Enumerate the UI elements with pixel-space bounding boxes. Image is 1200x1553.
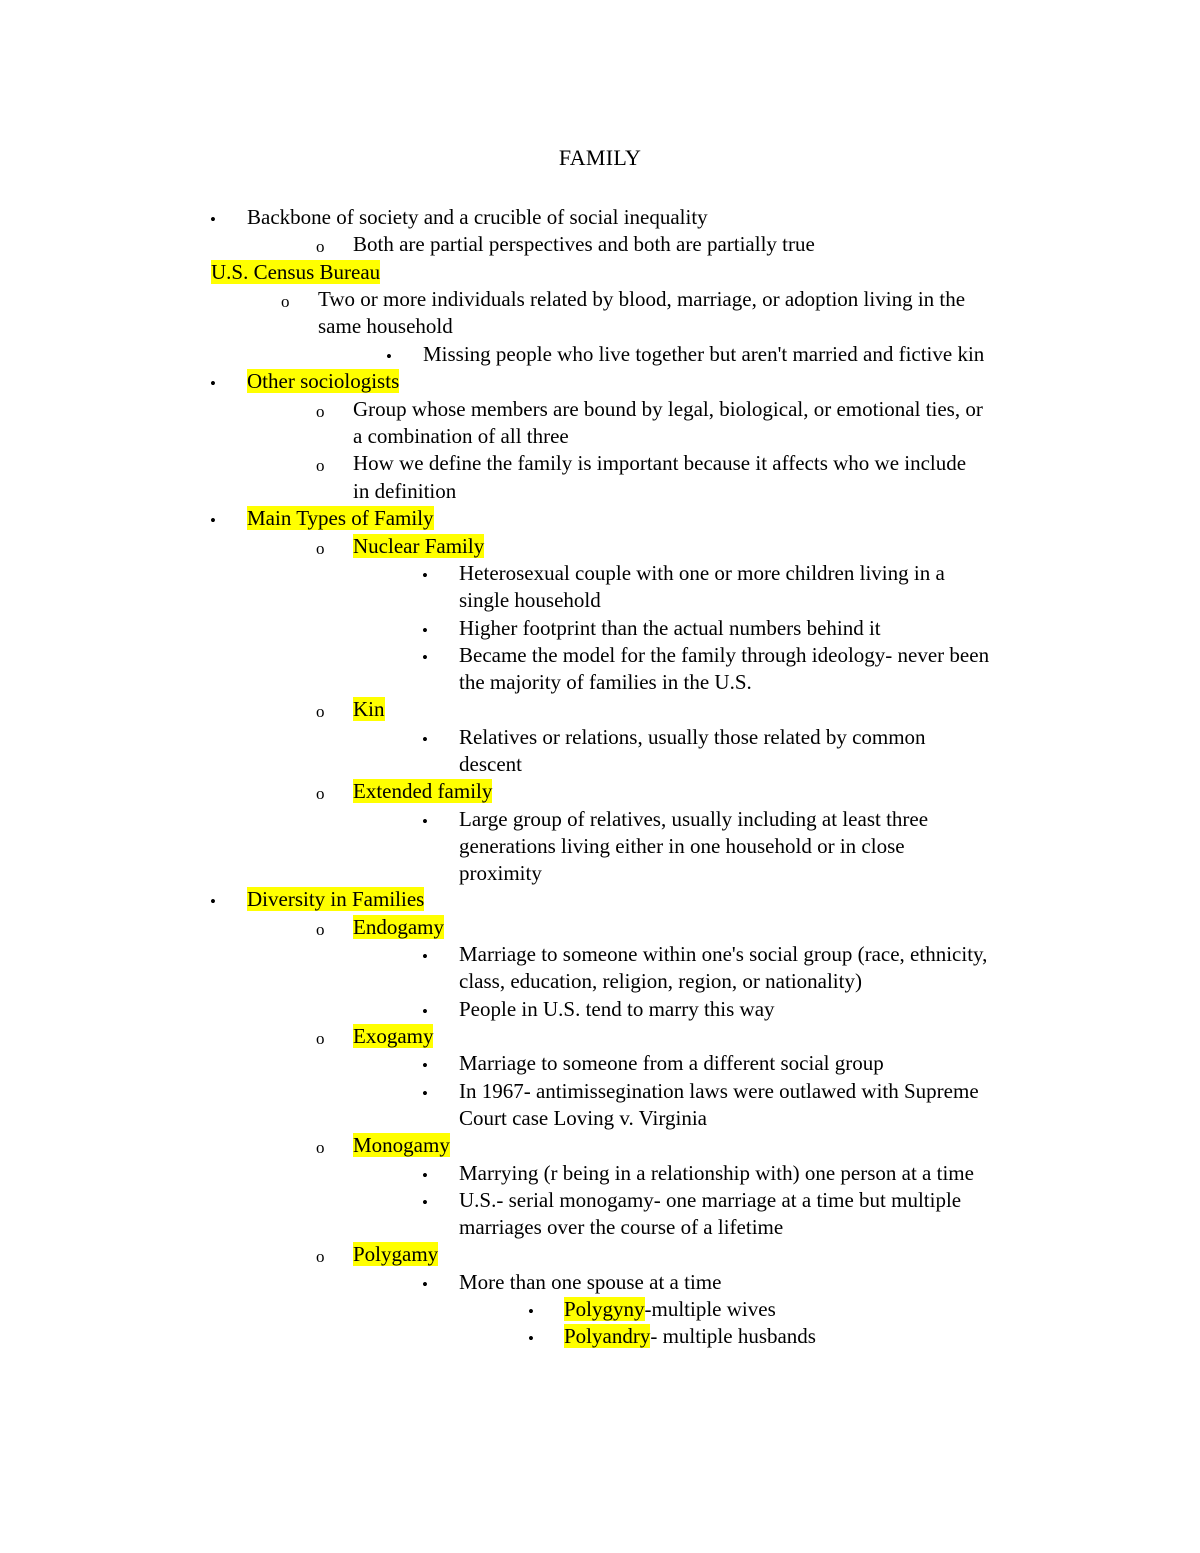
sub-bullet-marker: o: [316, 1247, 325, 1266]
highlighted-term: Nuclear Family: [353, 534, 485, 558]
subsection-heading: [353, 696, 385, 723]
subsection-heading: [353, 1132, 450, 1159]
sub-bullet-marker: o: [316, 402, 325, 421]
document-title: FAMILY: [558, 145, 642, 170]
list-item-continuation: the majority of families in the U.S.: [459, 670, 752, 694]
list-item: Marrying (r being in a relationship with) one person at a time: [459, 1161, 974, 1185]
list-item: How we define the family is important because it affects who we include: [353, 451, 967, 475]
bullet-marker: •: [422, 812, 428, 831]
sub-bullet-marker: o: [316, 456, 325, 475]
definition-text: -multiple wives: [644, 1297, 776, 1321]
list-item-continuation: class, education, religion, region, or nationality): [459, 969, 862, 993]
highlighted-term: Monogamy: [353, 1133, 450, 1157]
list-item: People in U.S. tend to marry this way: [459, 997, 775, 1021]
list-item: Large group of relatives, usually including at least three: [459, 807, 929, 831]
highlighted-term: Polyandry: [564, 1324, 651, 1348]
sub-bullet-marker: o: [316, 920, 325, 939]
section-heading: [247, 886, 424, 913]
bullet-marker: •: [422, 566, 428, 585]
highlighted-term: Polygyny: [564, 1297, 645, 1321]
highlighted-term: Other sociologists: [247, 369, 400, 393]
list-item: Relatives or relations, usually those related by common: [459, 725, 926, 749]
list-item: Backbone of society and a crucible of social inequality: [247, 205, 708, 229]
bullet-marker: •: [210, 511, 216, 530]
list-item-continuation: marriages over the course of a lifetime: [459, 1215, 784, 1239]
sub-bullet-marker: o: [316, 702, 325, 721]
section-heading: [211, 259, 380, 286]
highlighted-term: Polygamy: [353, 1242, 439, 1266]
sub-bullet-marker: o: [281, 292, 290, 311]
list-item: Group whose members are bound by legal, biological, or emotional ties, or: [353, 397, 983, 421]
section-heading: [247, 368, 399, 395]
bullet-marker: •: [528, 1302, 534, 1321]
section-heading: [247, 505, 434, 532]
list-item: Heterosexual couple with one or more children living in a: [459, 561, 945, 585]
highlighted-term: Exogamy: [353, 1024, 434, 1048]
list-item: Marriage to someone from a different social group: [459, 1051, 884, 1075]
list-item: In 1967- antimissegination laws were outlawed with Supreme: [459, 1079, 979, 1103]
list-item-continuation: Court case Loving v. Virginia: [459, 1106, 707, 1130]
list-item-continuation: same household: [318, 314, 453, 338]
list-item-continuation: descent: [459, 752, 522, 776]
bullet-marker: •: [422, 1056, 428, 1075]
bullet-marker: •: [422, 947, 428, 966]
bullet-marker: •: [422, 1084, 428, 1103]
definition-text: - multiple husbands: [650, 1324, 816, 1348]
list-item: Missing people who live together but aren't married and fictive kin: [423, 342, 985, 366]
highlighted-term: Endogamy: [353, 915, 444, 939]
sub-bullet-marker: o: [316, 1138, 325, 1157]
subsection-heading: [353, 1023, 433, 1050]
highlighted-term: Diversity in Families: [247, 887, 425, 911]
list-item: Became the model for the family through ideology- never been: [459, 643, 990, 667]
subsection-heading: [353, 1241, 438, 1268]
subsection-heading: [353, 533, 484, 560]
sub-bullet-marker: o: [316, 1029, 325, 1048]
list-item: Both are partial perspectives and both are partially true: [353, 232, 815, 256]
sub-bullet-marker: o: [316, 784, 325, 803]
list-item-continuation: proximity: [459, 861, 542, 885]
highlighted-term: Main Types of Family: [247, 506, 434, 530]
bullet-marker: •: [422, 621, 428, 640]
bullet-marker: •: [422, 1002, 428, 1021]
list-item-continuation: single household: [459, 588, 601, 612]
bullet-marker: •: [528, 1329, 534, 1348]
list-item: More than one spouse at a time: [459, 1270, 722, 1294]
bullet-marker: •: [422, 1193, 428, 1212]
list-item: Higher footprint than the actual numbers behind it: [459, 616, 881, 640]
sub-bullet-marker: o: [316, 237, 325, 256]
bullet-marker: •: [210, 892, 216, 911]
list-item: U.S.- serial monogamy- one marriage at a time but multiple: [459, 1188, 962, 1212]
sub-bullet-marker: o: [316, 539, 325, 558]
list-item: Two or more individuals related by blood, marriage, or adoption living in the: [318, 287, 966, 311]
highlighted-term: Extended family: [353, 779, 493, 803]
subsection-heading: [353, 914, 444, 941]
bullet-marker: •: [422, 648, 428, 667]
highlighted-term: U.S. Census Bureau: [211, 260, 381, 284]
bullet-marker: •: [210, 210, 216, 229]
list-item: [564, 1323, 816, 1350]
bullet-marker: •: [422, 1275, 428, 1294]
list-item: Marriage to someone within one's social group (race, ethnicity,: [459, 942, 988, 966]
bullet-marker: •: [422, 730, 428, 749]
bullet-marker: •: [386, 347, 392, 366]
list-item-continuation: a combination of all three: [353, 424, 569, 448]
bullet-marker: •: [210, 374, 216, 393]
highlighted-term: Kin: [353, 697, 385, 721]
subsection-heading: [353, 778, 492, 805]
list-item-continuation: in definition: [353, 479, 457, 503]
list-item: [564, 1296, 776, 1323]
list-item-continuation: generations living either in one household or in close: [459, 834, 905, 858]
bullet-marker: •: [422, 1166, 428, 1185]
